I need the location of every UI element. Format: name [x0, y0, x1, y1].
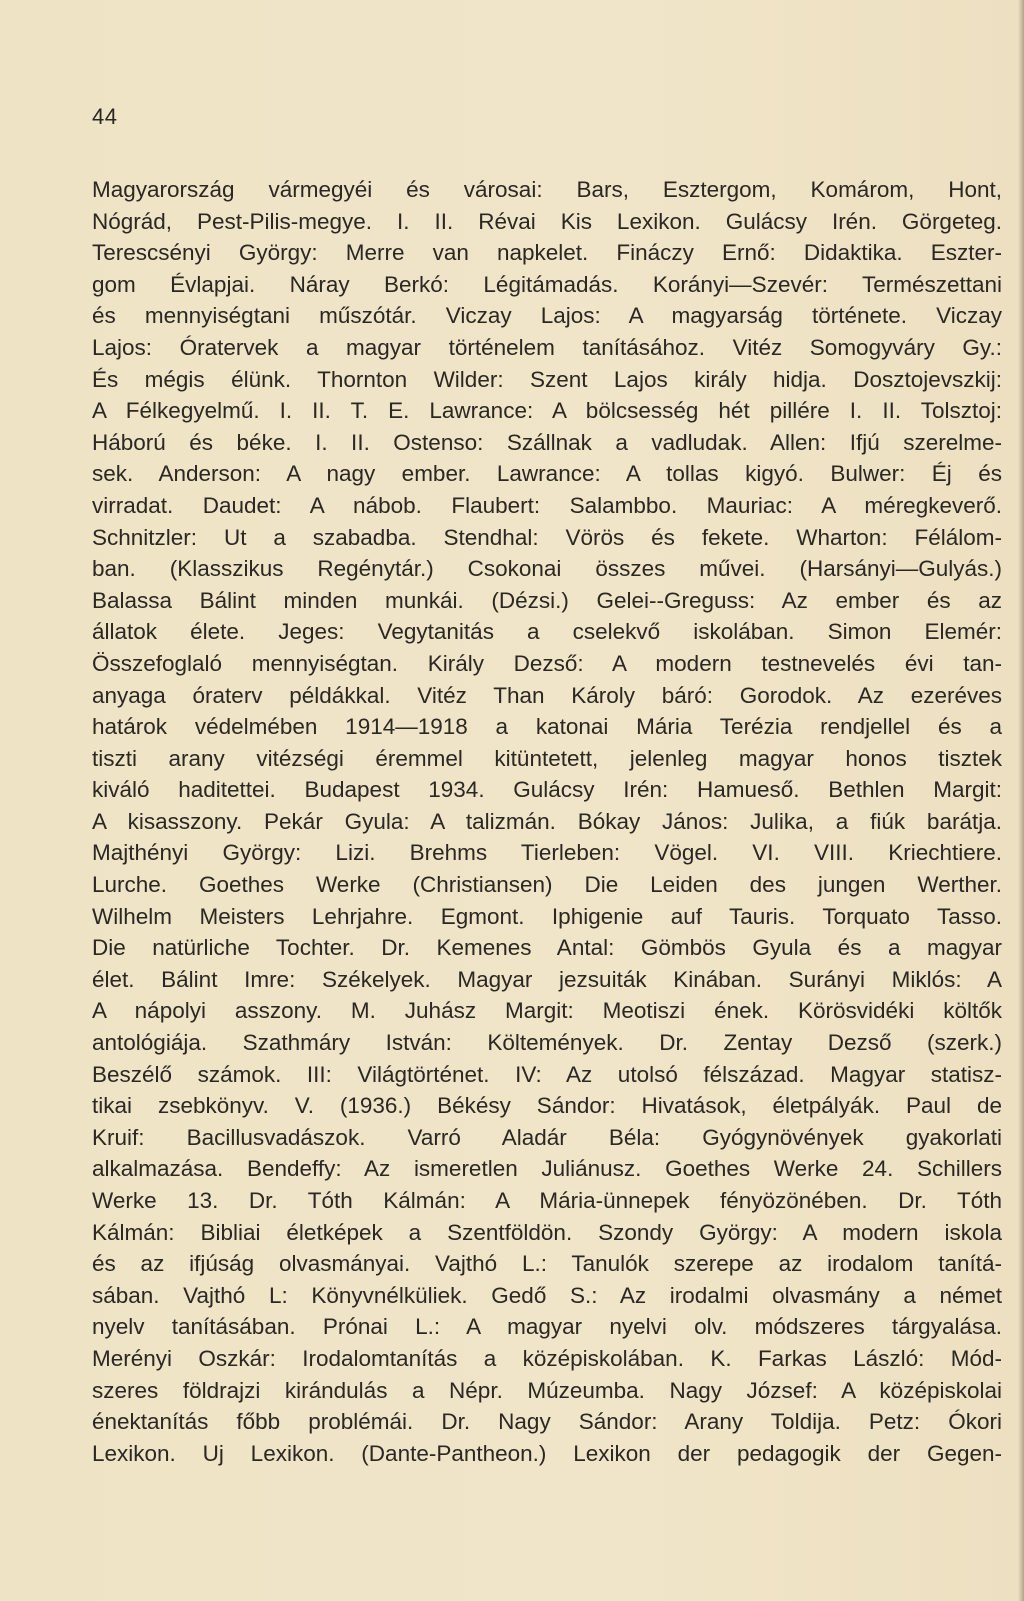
text-line: tikai zsebkönyv. V. (1936.) Békésy Sándor: Hivatások, életpályák. Paul de [92, 1093, 1002, 1119]
text-line: Magyarország vármegyéi és városai: Bars, Esztergom, Komárom, Hont, [92, 177, 1002, 202]
text-line: A kisasszony. Pekár Gyula: A talizmán. Bókay János: Julika, a fiúk barátja. [92, 808, 1002, 834]
text-line: gom Évlapjai. Náray Berkó: Légitámadás. Korányi—Szevér: Természettani [92, 271, 1002, 297]
text-line: A Félkegyelmű. I. II. T. E. Lawrance: A bölcsesség hét pillére I. II. Tolsztoj: [92, 398, 1002, 424]
text-line: Kruif: Bacillusvadászok. Varró Aladár Béla: Gyógynövények gyakorlati [92, 1124, 1002, 1150]
text-line: Kálmán: Bibliai életképek a Szentföldön. Szondy György: A modern iskola [92, 1219, 1002, 1245]
text-line: sában. Vajthó L: Könyvnélküliek. Gedő S.: Az irodalmi olvasmány a német [92, 1282, 1002, 1308]
page-number: 44 [92, 104, 118, 129]
text-line: Lurche. Goethes Werke (Christiansen) Die Leiden des jungen Werther. [92, 872, 1002, 898]
text-line: Werke 13. Dr. Tóth Kálmán: A Mária-ünnepek fényözönében. Dr. Tóth [92, 1188, 1002, 1213]
text-line: énektanítás főbb problémái. Dr. Nagy Sándor: Arany Toldija. Petz: Ókori [92, 1409, 1002, 1435]
text-line: tiszti arany vitézségi éremmel kitüntetett, jelenleg magyar honos tisztek [92, 745, 1002, 771]
text-line: Die natürliche Tochter. Dr. Kemenes Antal: Gömbös Gyula és a magyar [92, 935, 1002, 961]
text-line: Terescsényi György: Merre van napkelet. Fináczy Ernő: Didaktika. Eszter- [92, 240, 1002, 266]
text-line: alkalmazása. Bendeffy: Az ismeretlen Juliánusz. Goethes Werke 24. Schillers [92, 1156, 1002, 1182]
text-line: nyelv tanításában. Prónai L.: A magyar nyelvi olv. módszeres tárgyalása. [92, 1314, 1002, 1340]
text-line: virradat. Daudet: A nábob. Flaubert: Salambbo. Mauriac: A méregkeverő. [92, 492, 1002, 518]
text-line: határok védelmében 1914—1918 a katonai Mária Terézia rendjellel és a [92, 714, 1002, 740]
text-line: állatok élete. Jeges: Vegytanitás a cselekvő iskolában. Simon Elemér: [92, 619, 1002, 645]
text-line: ban. (Klasszikus Regénytár.) Csokonai összes művei. (Harsányi—Gulyás.) [92, 556, 1002, 582]
text-line: Háború és béke. I. II. Ostenso: Szállnak a vadludak. Allen: Ifjú szerelme- [92, 429, 1002, 455]
text-line: Nógrád, Pest-Pilis-megye. I. II. Révai Kis Lexikon. Gulácsy Irén. Görgeteg. [92, 208, 1002, 234]
text-line: antológiája. Szathmáry István: Költemények. Dr. Zentay Dezső (szerk.) [92, 1030, 1002, 1056]
text-line: És mégis élünk. Thornton Wilder: Szent Lajos király hidja. Dosztojevszkij: [92, 366, 1002, 392]
text-line: A nápolyi asszony. M. Juhász Margit: Meotiszi ének. Körösvidéki költők [92, 998, 1002, 1024]
text-line: sek. Anderson: A nagy ember. Lawrance: A tollas kigyó. Bulwer: Éj és [92, 461, 1002, 487]
text-line: anyaga óraterv példákkal. Vitéz Than Károly báró: Gorodok. Az ezeréves [92, 682, 1002, 708]
text-line: Beszélő számok. III: Világtörténet. IV: Az utolsó félszázad. Magyar statisz- [92, 1061, 1002, 1087]
text-line: Lexikon. Uj Lexikon. (Dante-Pantheon.) Lexikon der pedagogik der Gegen- [92, 1440, 1002, 1466]
body-text [92, 174, 1002, 1469]
text-line: Majthényi György: Lizi. Brehms Tierleben: Vögel. VI. VIII. Kriechtiere. [92, 840, 1002, 866]
text-line: és mennyiségtani műszótár. Viczay Lajos: A magyarság története. Viczay [92, 303, 1002, 329]
text-line: Lajos: Óratervek a magyar történelem tanításához. Vitéz Somogyváry Gy.: [92, 334, 1002, 360]
text-line: és az ifjúság olvasmányai. Vajthó L.: Tanulók szerepe az irodalom tanítá- [92, 1251, 1002, 1277]
text-line: szeres földrajzi kirándulás a Népr. Múzeumba. Nagy József: A középiskolai [92, 1377, 1002, 1403]
text-line: Merényi Oszkár: Irodalomtanítás a középiskolában. K. Farkas László: Mód- [92, 1345, 1002, 1371]
text-line: Balassa Bálint minden munkái. (Dézsi.) Gelei--Greguss: Az ember és az [92, 587, 1002, 613]
text-line: Összefoglaló mennyiségtan. Király Dezső: A modern testnevelés évi tan- [92, 650, 1002, 676]
text-line: élet. Bálint Imre: Székelyek. Magyar jezsuiták Kinában. Surányi Miklós: A [92, 966, 1002, 992]
text-line: kiváló haditettei. Budapest 1934. Gulácsy Irén: Hamueső. Bethlen Margit: [92, 777, 1002, 803]
text-line: Wilhelm Meisters Lehrjahre. Egmont. Iphigenie auf Tauris. Torquato Tasso. [92, 903, 1002, 929]
page-edge-shadow [1018, 0, 1024, 1601]
text-line: Schnitzler: Ut a szabadba. Stendhal: Vörös és fekete. Wharton: Félálom- [92, 524, 1002, 550]
